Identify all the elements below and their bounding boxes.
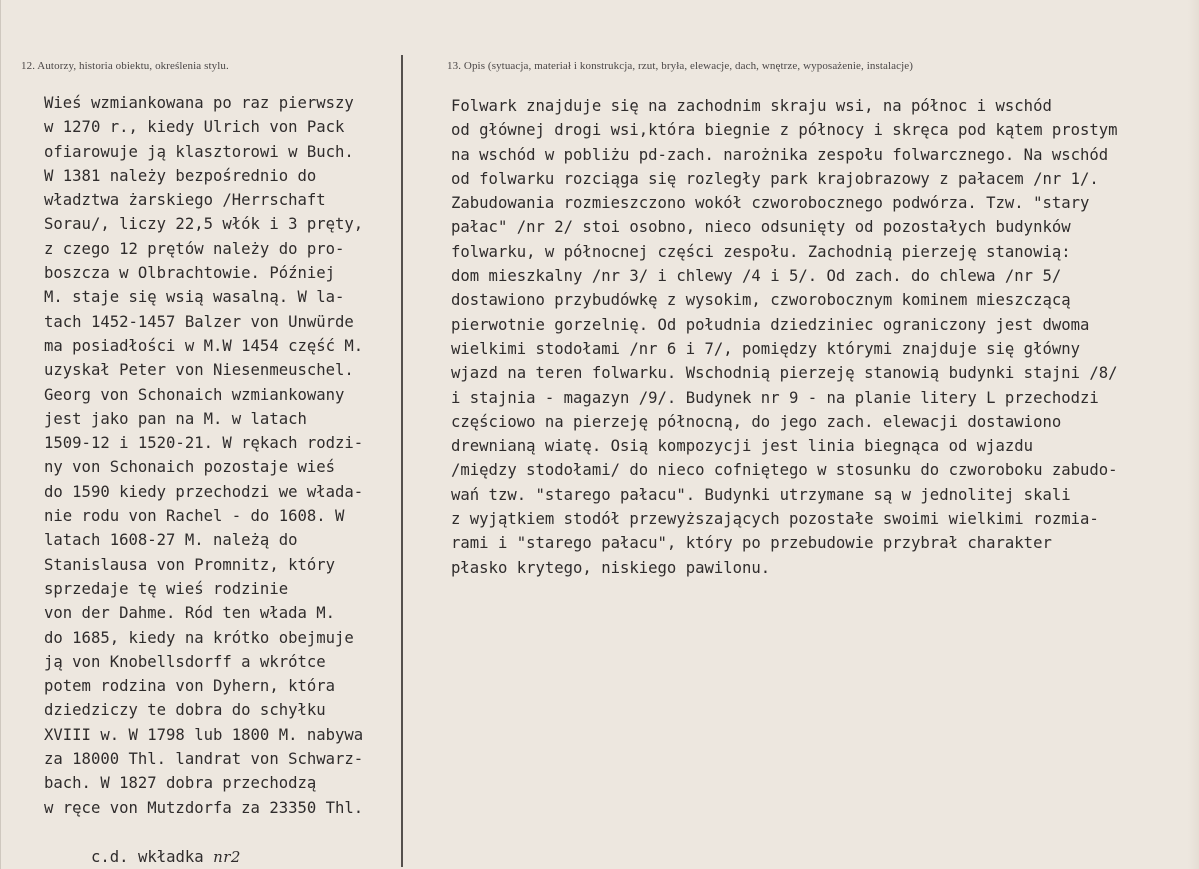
description-line: wań tzw. "starego pałacu". Budynki utrzymane są w jednolitej skali [451, 485, 1071, 504]
description-line: Zabudowania rozmieszczono wokół czworobocznego podwórza. Tzw. "stary [451, 194, 1090, 213]
continuation-note [91, 848, 241, 866]
description-line: /między stodołami/ do nieco cofniętego w stosunku do czworoboku zabudo- [451, 461, 1118, 480]
description-line: dostawiono przybudówkę z wysokim, czworobocznym kominem mieszczącą [451, 291, 1071, 310]
history-line: Stanislausa von Promnitz, który [44, 555, 336, 574]
continuation-handwritten: nr2 [213, 848, 241, 866]
description-line: i stajnia - magazyn /9/. Budynek nr 9 - na planie litery L przechodzi [451, 388, 1099, 407]
description-line: od głównej drogi wsi,która biegnie z północy i skręca pod kątem prostym [451, 121, 1118, 140]
description-line: z wyjątkiem stodół przewyższających pozostałe swoimi wielkimi rozmia- [451, 510, 1099, 529]
history-line: nie rodu von Rachel - do 1608. W [44, 507, 345, 526]
card-edge [1188, 0, 1199, 869]
history-line: jest jako pan na M. w latach [44, 409, 307, 428]
history-line: w 1270 r., kiedy Ulrich von Pack [44, 118, 345, 137]
description-line: wjazd na teren folwarku. Wschodnią pierzeję stanowią budynki stajni /8/ [451, 364, 1118, 383]
history-line: latach 1608-27 M. należą do [44, 531, 298, 550]
history-line: z czego 12 prętów należy do pro- [44, 239, 345, 258]
history-line: ją von Knobellsdorff a wkrótce [44, 652, 326, 671]
section-12-heading: 12. Autorzy, historia obiektu, określenia stylu. [21, 60, 229, 72]
history-line: sprzedaje tę wieś rodzinie [44, 579, 289, 598]
history-line: W 1381 należy bezpośrednio do [44, 166, 317, 185]
description-line: Folwark znajduje się na zachodnim skraju wsi, na północ i wschód [451, 97, 1052, 115]
history-line: za 18000 Thl. landrat von Schwarz- [44, 750, 364, 769]
history-line: uzyskał Peter von Niesenmeuschel. [44, 361, 354, 380]
history-line: ofiarowuje ją klasztorowi w Buch. [44, 142, 354, 161]
continuation-typed: c.d. wkładka [91, 848, 214, 866]
history-line: XVIII w. W 1798 lub 1800 M. nabywa [44, 725, 364, 744]
history-line: M. staje się wsią wasalną. W la- [44, 288, 345, 307]
description-line: płasko krytego, niskiego pawilonu. [451, 558, 771, 577]
history-line: bach. W 1827 dobra przechodzą [44, 774, 317, 793]
history-line: do 1590 kiedy przechodzi we włada- [44, 482, 364, 501]
history-line: potem rodzina von Dyhern, która [44, 677, 336, 696]
history-line: ma posiadłości w M.W 1454 część M. [44, 336, 364, 355]
section-13-heading: 13. Opis (sytuacja, materiał i konstrukcja, rzut, bryła, elewacje, dach, wnętrze, wyposażenie, instalacje) [447, 60, 913, 72]
description-line: pierwotnie gorzelnię. Od południa dziedziniec ograniczony jest dwoma [451, 315, 1090, 334]
description-line: od folwarku rozciąga się rozległy park krajobrazowy z pałacem /nr 1/. [451, 169, 1099, 188]
history-text [44, 91, 363, 820]
description-line: częściowo na pierzeję północną, do jego zach. elewacji dostawiono [451, 412, 1062, 431]
history-line: Wieś wzmiankowana po raz pierwszy [44, 94, 354, 112]
history-line: tach 1452-1457 Balzer von Unwürde [44, 312, 354, 331]
description-line: na wschód w pobliżu pd-zach. narożnika zespołu folwarcznego. Na wschód [451, 145, 1109, 164]
history-line: 1509-12 i 1520-21. W rękach rodzi- [44, 434, 364, 453]
history-line: von der Dahme. Ród ten włada M. [44, 604, 336, 623]
column-divider [401, 55, 403, 867]
history-line: ny von Schonaich pozostaje wieś [44, 458, 336, 477]
history-line: dziedziczy te dobra do schyłku [44, 701, 326, 720]
history-line: Georg von Schonaich wzmiankowany [44, 385, 345, 404]
history-line: władztwa żarskiego /Herrschaft [44, 191, 326, 210]
description-text [451, 94, 1118, 580]
description-line: pałac" /nr 2/ stoi osobno, nieco odsunięty od pozostałych budynków [451, 218, 1071, 237]
history-line: w ręce von Mutzdorfa za 23350 Thl. [44, 798, 364, 817]
history-line: do 1685, kiedy na krótko obejmuje [44, 628, 354, 647]
history-line: boszcza w Olbrachtowie. Później [44, 264, 336, 283]
history-line: Sorau/, liczy 22,5 włók i 3 pręty, [44, 215, 364, 234]
description-line: drewnianą wiatę. Osią kompozycji jest linia biegnąca od wjazdu [451, 437, 1034, 456]
description-line: folwarku, w północnej części zespołu. Zachodnią pierzeję stanowią: [451, 242, 1071, 261]
description-line: rami i "starego pałacu", który po przebudowie przybrał charakter [451, 534, 1052, 553]
description-line: wielkimi stodołami /nr 6 i 7/, pomiędzy którymi znajduje się główny [451, 339, 1081, 358]
description-line: dom mieszkalny /nr 3/ i chlewy /4 i 5/. Od zach. do chlewa /nr 5/ [451, 267, 1062, 286]
